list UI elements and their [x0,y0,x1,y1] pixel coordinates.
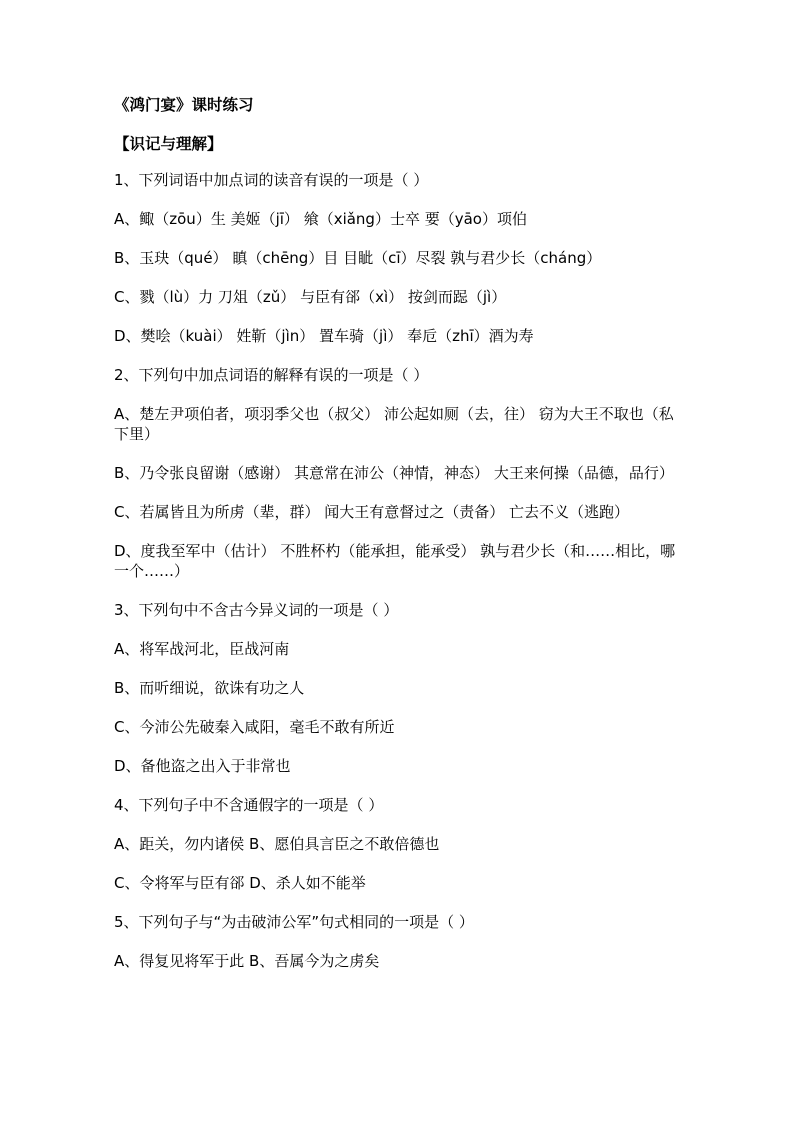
question-2-option-a: A、楚左尹项伯者，项羽季父也（叔父） 沛公起如厕（去，往） 窃为大王不取也（私下里） [114,405,674,443]
question-3-stem: 3、下列句中不含古今异义词的一项是（ ） [114,601,399,619]
question-5-stem: 5、下列句子与“为击破沛公军”句式相同的一项是（ ） [114,913,474,931]
question-3-option-c: C、今沛公先破秦入咸阳，毫毛不敢有所近 [114,718,395,736]
question-1-stem: 1、下列词语中加点词的读音有误的一项是（ ） [114,171,429,189]
question-4-options-cd: C、令将军与臣有郤 D、杀人如不能举 [114,874,366,892]
question-5-options-ab: A、得复见将军于此 B、吾属今为之虏矣 [114,952,380,970]
question-2-option-d: D、度我至军中（估计） 不胜杯杓（能承担，能承受） 孰与君少长（和……相比，哪一个……） [114,542,676,580]
question-1-option-c: C、戮（lù）力 刀俎（zǔ） 与臣有郤（xì） 按剑而跽（jì） [114,288,507,306]
question-1-option-a: A、鲰（zōu）生 美姬（jī） 飨（xiǎng）士卒 要（yāo）项伯 [114,210,527,228]
question-2-option-c: C、若属皆且为所虏（辈，群） 闻大王有意督过之（责备） 亡去不义（逃跑） [114,503,630,521]
document-page [114,92,684,990]
question-1-option-b: B、玉玦（qué） 瞋（chēng）目 目眦（cī）尽裂 孰与君少长（cháng） [114,249,602,267]
question-3-option-b: B、而听细说，欲诛有功之人 [114,679,305,697]
question-3-option-d: D、备他盗之出入于非常也 [114,757,291,775]
question-4-options-ab: A、距关，勿内诸侯 B、愿伯具言臣之不敢倍德也 [114,835,440,853]
question-1-option-d: D、樊哙（kuài） 姓靳（jìn） 置车骑（jì） 奉卮（zhī）酒为寿 [114,327,534,345]
section-heading: 【识记与理解】 [114,135,223,153]
document-title: 《鸿门宴》课时练习 [114,96,254,114]
question-3-option-a: A、将军战河北，臣战河南 [114,640,290,658]
question-2-stem: 2、下列句中加点词语的解释有误的一项是（ ） [114,366,429,384]
question-2-option-b: B、乃令张良留谢（感谢） 其意常在沛公（神情，神态） 大王来何操（品德，品行） [114,464,674,482]
question-4-stem: 4、下列句子中不含通假字的一项是（ ） [114,796,384,814]
